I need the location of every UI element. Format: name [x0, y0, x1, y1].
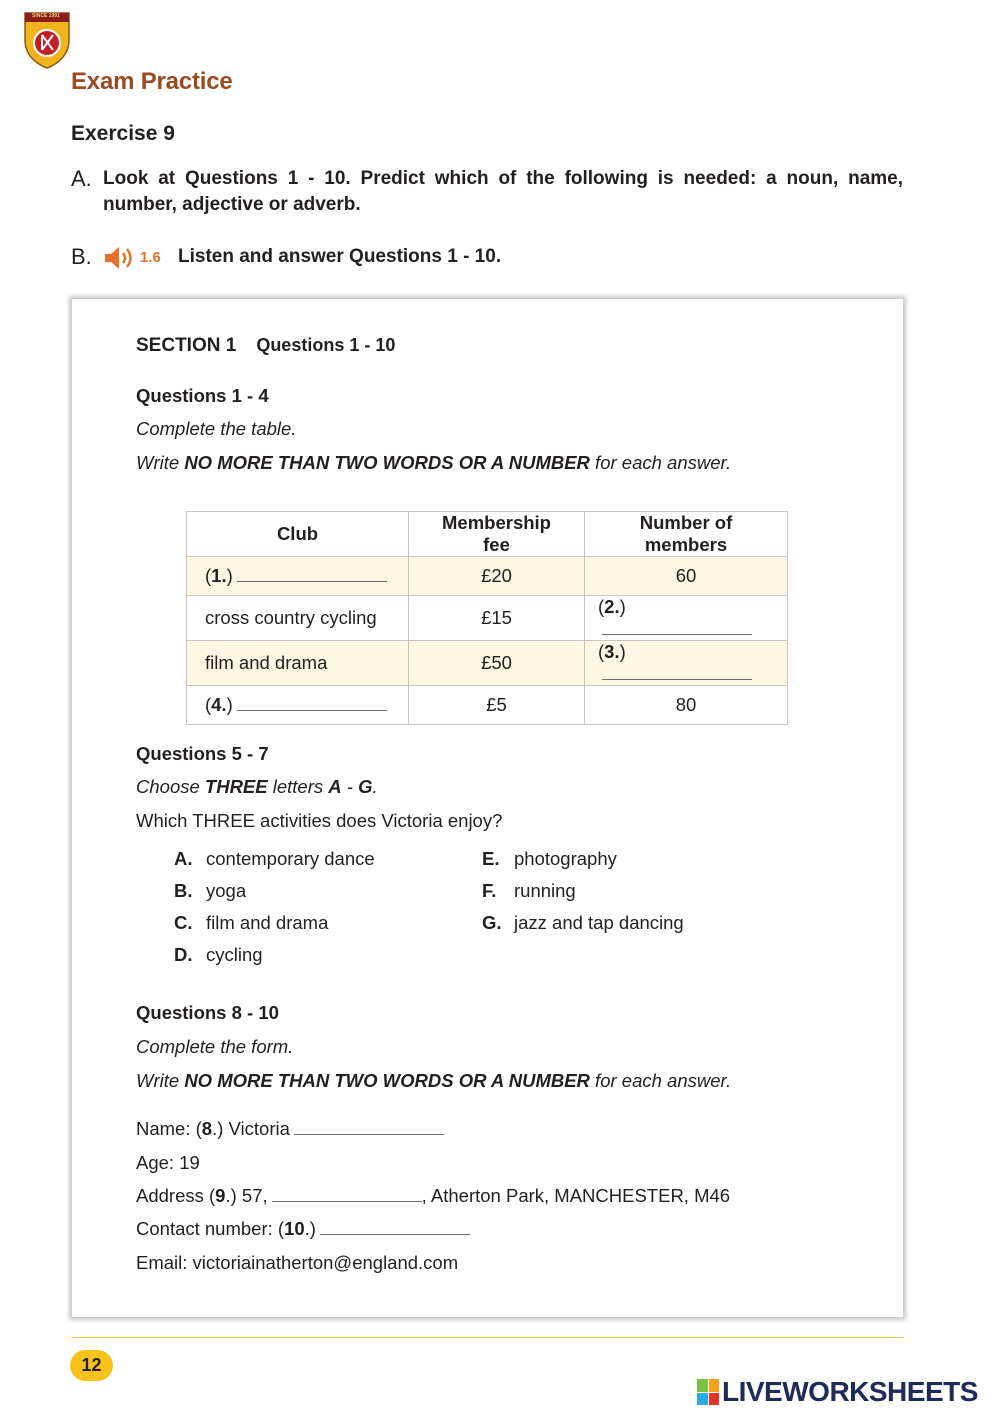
table-header: Number of members [585, 512, 788, 557]
answer-number: 3. [604, 641, 620, 662]
option-a[interactable] [174, 847, 375, 871]
form-label: Name: ( [136, 1118, 202, 1139]
answer-blank-3[interactable] [602, 666, 752, 680]
footer-divider [71, 1337, 904, 1338]
answer-number: 1. [211, 565, 227, 586]
answer-blank-9[interactable] [272, 1188, 422, 1202]
questions-5-7-line1 [136, 775, 378, 799]
table-row [187, 641, 788, 686]
table-row [187, 557, 788, 596]
option-letter: C. [174, 912, 193, 933]
option-b[interactable] [174, 879, 246, 903]
form-email-line: Email: victoriainatherton@england.com [136, 1252, 459, 1273]
table-cell: £20 [409, 557, 585, 596]
questions-5-7-title: Questions 5 - 7 [136, 743, 269, 764]
instruction-a-text: Look at Questions 1 - 10. Predict which of the following is needed: a noun, name, number, adjective or adverb. [103, 168, 903, 215]
answer-number: 9 [215, 1185, 226, 1206]
line2-post: for each answer. [589, 452, 732, 473]
option-text: yoga [206, 880, 247, 901]
table-header: Membership fee [409, 512, 585, 557]
questions-8-10-line2 [136, 1069, 731, 1093]
answer-blank-10[interactable] [320, 1221, 470, 1235]
speaker-icon[interactable] [103, 244, 137, 272]
option-c[interactable] [174, 911, 328, 935]
table-cell: £15 [409, 596, 585, 641]
section-subtitle: Questions 1 - 10 [256, 335, 396, 355]
option-text: contemporary dance [206, 848, 375, 869]
instruction-a [71, 166, 906, 222]
audio-track-number: 1.6 [140, 249, 161, 266]
table-row [187, 596, 788, 641]
instruction-a-letter: A. [71, 166, 92, 191]
club-table [186, 511, 788, 725]
questions-1-4-line1: Complete the table. [136, 418, 297, 439]
question-box [71, 298, 904, 1318]
line2-bold: NO MORE THAN TWO WORDS OR A NUMBER [184, 1070, 590, 1091]
option-letter: E. [482, 848, 500, 869]
option-text: running [514, 880, 576, 901]
option-e[interactable] [482, 847, 617, 871]
line1-bold: A [328, 776, 342, 797]
answer-number: 4. [211, 694, 227, 715]
option-text: film and drama [206, 912, 329, 933]
line1-end: . [372, 776, 378, 797]
line1-pre: Choose [136, 776, 205, 797]
audio-button[interactable] [103, 244, 161, 272]
option-d[interactable] [174, 943, 263, 967]
table-cell: (1.) [187, 557, 409, 596]
instruction-b [71, 244, 906, 274]
option-text: jazz and tap dancing [514, 912, 684, 933]
answer-blank-1[interactable] [237, 568, 387, 582]
option-g[interactable] [482, 911, 684, 935]
section-label: SECTION 1 [136, 335, 237, 356]
option-letter: A. [174, 848, 193, 869]
line1-dash: - [341, 776, 359, 797]
form-label: .) [304, 1218, 316, 1239]
table-header: Club [187, 512, 409, 557]
form-label: .) Victoria [212, 1118, 290, 1139]
option-f[interactable] [482, 879, 576, 903]
shield-logo-icon [22, 10, 72, 70]
table-cell: (4.) [187, 686, 409, 725]
form-label: Contact number: ( [136, 1218, 285, 1239]
liveworksheets-logo-icon [697, 1379, 719, 1405]
page-heading: Exam Practice [71, 68, 233, 95]
brand-name: LIVEWORKSHEETS [722, 1376, 978, 1407]
option-text: photography [514, 848, 617, 869]
line1-bold: THREE [204, 776, 268, 797]
option-letter: G. [482, 912, 502, 933]
line2-pre: Write [136, 1070, 185, 1091]
form-address-line [136, 1184, 730, 1208]
questions-5-7-question: Which THREE activities does Victoria enjoy? [136, 810, 503, 831]
questions-1-4-title: Questions 1 - 4 [136, 385, 269, 406]
answer-blank-8[interactable] [294, 1121, 444, 1135]
option-letter: D. [174, 944, 193, 965]
option-text: cycling [206, 944, 263, 965]
questions-1-4-line2 [136, 451, 731, 475]
instruction-b-letter: B. [71, 244, 92, 269]
option-letter: F. [482, 880, 497, 901]
answer-number: 10 [284, 1218, 305, 1239]
line1-bold: G [358, 776, 373, 797]
instruction-b-text: Listen and answer Questions 1 - 10. [178, 246, 502, 267]
table-cell: £50 [409, 641, 585, 686]
form-age-line: Age: 19 [136, 1152, 200, 1173]
exercise-title: Exercise 9 [71, 122, 175, 145]
answer-number: 2. [604, 596, 620, 617]
table-row [187, 686, 788, 725]
table-header-row [187, 512, 788, 557]
section-title [136, 333, 395, 358]
questions-8-10-title: Questions 8 - 10 [136, 1002, 279, 1023]
form-label: , Atherton Park, MANCHESTER, M46 [421, 1185, 731, 1206]
table-cell: (2.) [585, 596, 788, 641]
page-number-badge: 12 [70, 1350, 113, 1381]
answer-number: 8 [201, 1118, 213, 1139]
line2-post: for each answer. [589, 1070, 732, 1091]
table-cell: 80 [585, 686, 788, 725]
questions-8-10-line1: Complete the form. [136, 1036, 294, 1057]
answer-blank-4[interactable] [237, 697, 387, 711]
answer-blank-2[interactable] [602, 621, 752, 635]
table-cell: film and drama [187, 641, 409, 686]
table-cell: 60 [585, 557, 788, 596]
form-label: .) 57, [225, 1185, 268, 1206]
table-cell: (3.) [585, 641, 788, 686]
line2-bold: NO MORE THAN TWO WORDS OR A NUMBER [184, 452, 590, 473]
table-cell: £5 [409, 686, 585, 725]
logo-text: SINCE 1991 [32, 13, 60, 19]
table-cell: cross country cycling [187, 596, 409, 641]
form-contact-line [136, 1217, 470, 1241]
line2-pre: Write [136, 452, 185, 473]
form-name-line [136, 1117, 444, 1141]
liveworksheets-brand[interactable] [697, 1376, 978, 1408]
line1-mid: letters [267, 776, 329, 797]
school-logo [22, 10, 72, 70]
option-letter: B. [174, 880, 193, 901]
form-label: Address ( [136, 1185, 216, 1206]
